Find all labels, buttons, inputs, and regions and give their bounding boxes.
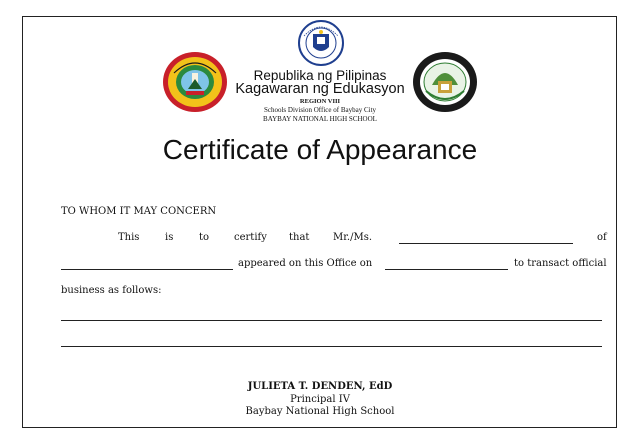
word-to: to <box>199 232 210 243</box>
signatory-school: Baybay National High School <box>245 406 395 417</box>
purpose-blank-line-2 <box>61 346 602 347</box>
word-mr-ms: Mr./Ms. <box>333 232 373 243</box>
department-heading: Kagawaran ng Edukasyon <box>235 81 405 97</box>
purpose-blank-line-1 <box>61 320 602 321</box>
salutation: TO WHOM IT MAY CONCERN <box>61 206 217 217</box>
signatory-position: Principal IV <box>290 394 350 405</box>
business-text: business as follows: <box>61 285 162 296</box>
region-heading: REGION VIII <box>299 98 341 105</box>
word-this: This <box>118 232 140 243</box>
word-is: is <box>165 232 174 243</box>
division-office-heading: Schools Division Office of Baybay City <box>263 106 377 114</box>
word-that: that <box>289 232 310 243</box>
address-blank-line <box>61 269 233 270</box>
signatory-name: JULIETA T. DENDEN, EdD <box>247 381 393 392</box>
word-of: of <box>597 232 607 243</box>
deped-seal-icon <box>296 20 346 66</box>
appeared-text: appeared on this Office on <box>238 258 373 269</box>
name-blank-line <box>399 243 573 244</box>
school-heading: BAYBAY NATIONAL HIGH SCHOOL <box>263 115 377 123</box>
date-blank-line <box>385 269 508 270</box>
transact-text: to transact official <box>514 258 607 269</box>
word-certify: certify <box>234 232 267 243</box>
republic-heading: Republika ng Pilipinas <box>253 68 387 83</box>
certificate-title: Certificate of Appearance <box>162 134 478 165</box>
